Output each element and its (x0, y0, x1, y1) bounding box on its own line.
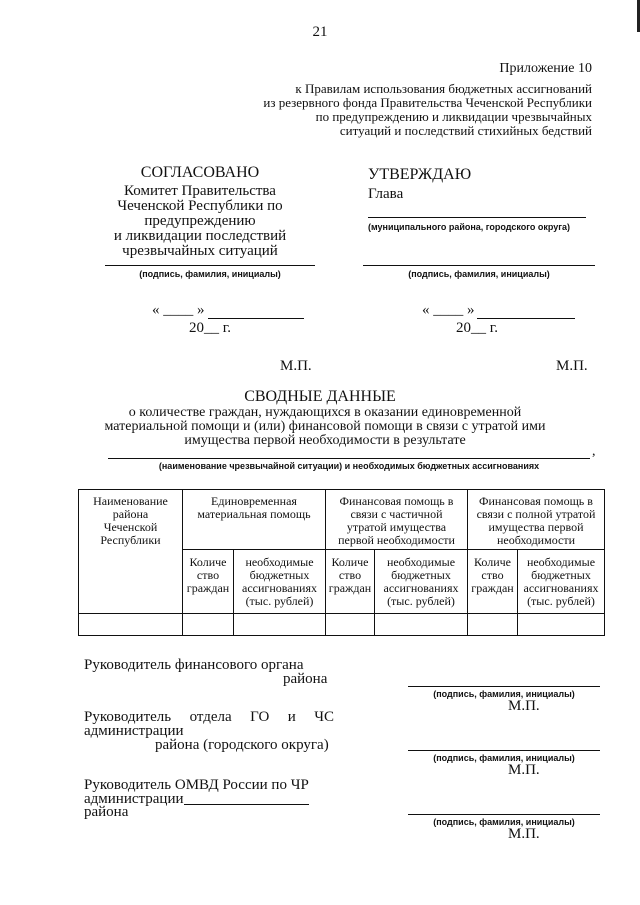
agreed-organization: Комитет Правительства Чеченской Республики по предупреждению и ликвидации последствий чрезвычайных ситуаций (113, 183, 287, 259)
table-cell[interactable] (518, 614, 605, 636)
summary-description: о количестве граждан, нуждающихся в оказании единовременной материальной помощи и (или) финансовой помощи в связи с утратой ими имущества первой необходимости в результате (104, 405, 546, 448)
approve-date-month-line[interactable] (477, 318, 575, 319)
signer-finance-line[interactable] (408, 686, 600, 687)
signer-finance-district: района (283, 671, 328, 687)
signer-finance-caption: (подпись, фамилия, инициалы) (433, 689, 575, 699)
subheader-funds-3: необходимые бюджетных ассигнованиях (тыс. рублей) (518, 550, 605, 614)
agreed-date-day: « ____ » (152, 302, 205, 318)
signer-omvd-caption: (подпись, фамилия, инициалы) (433, 817, 575, 827)
subheader-count-1: Количе ство граждан (183, 550, 234, 614)
agreed-stamp: М.П. (280, 358, 312, 374)
agreed-date-month-line[interactable] (208, 318, 304, 319)
signer-omvd-district: района (84, 804, 129, 820)
agreed-signature-caption: (подпись, фамилия, инициалы) (139, 269, 281, 279)
signer-omvd-admin: администрации (84, 791, 184, 807)
subheader-count-2: Количе ство граждан (326, 550, 375, 614)
emergency-name-comma: , (592, 444, 596, 459)
header-district: Наименование района Чеченской Республики (79, 490, 183, 614)
approve-stamp: М.П. (556, 358, 588, 374)
subheader-funds-1: необходимые бюджетных ассигнованиях (тыс. рублей) (234, 550, 326, 614)
table-cell[interactable] (79, 614, 183, 636)
signer-go-chs-stamp: М.П. (508, 762, 540, 778)
approve-role-line[interactable] (368, 217, 586, 218)
page-number: 21 (312, 24, 328, 40)
approve-signature-caption: (подпись, фамилия, инициалы) (408, 269, 550, 279)
agreed-date-year: 20__ г. (189, 320, 231, 336)
approve-title: УТВЕРЖДАЮ (368, 166, 472, 183)
header-full-loss-aid: Финансовая помощь в связи с полной утратой имущества первой необходимости (468, 490, 605, 550)
table-row (79, 614, 605, 636)
approve-role: Глава (368, 186, 404, 202)
signer-omvd-stamp: М.П. (508, 826, 540, 842)
subheader-count-3: Количе ство граждан (468, 550, 518, 614)
appendix-label: Приложение 10 (499, 61, 592, 76)
summary-title: СВОДНЫЕ ДАННЫЕ (244, 388, 396, 405)
signer-go-chs-title: Руководитель отдела ГО и ЧС (84, 709, 334, 725)
header-one-time-aid: Единовременная материальная помощь (183, 490, 326, 550)
agreed-signature-line[interactable] (105, 265, 315, 266)
table-cell[interactable] (234, 614, 326, 636)
table-cell[interactable] (326, 614, 375, 636)
subheader-funds-2: необходимые бюджетных ассигнованиях (тыс. рублей) (375, 550, 468, 614)
emergency-name-line[interactable] (108, 458, 590, 459)
table-cell[interactable] (375, 614, 468, 636)
approve-role-caption: (муниципального района, городского округа) (368, 222, 571, 232)
signer-go-chs-admin: администрации (84, 723, 184, 739)
appendix-reference: к Правилам использования бюджетных ассигнований из резервного фонда Правительства Чеченской Республики по предупреждению и ликвидации чрезвычайных ситуаций и последствий стихийных бедствий (263, 81, 592, 138)
agreed-title: СОГЛАСОВАНО (140, 164, 260, 181)
signer-finance-stamp: М.П. (508, 698, 540, 714)
emergency-name-caption: (наименование чрезвычайной ситуации) и необходимых бюджетных ассигнованиях (158, 461, 540, 471)
table-cell[interactable] (183, 614, 234, 636)
signer-go-chs-district: района (городского округа) (155, 737, 329, 753)
signer-finance-title: Руководитель финансового органа (84, 657, 304, 673)
signer-omvd-line[interactable] (408, 814, 600, 815)
header-partial-loss-aid: Финансовая помощь в связи с частичной утратой имущества первой необходимости (326, 490, 468, 550)
signer-omvd-admin-line[interactable] (184, 804, 309, 805)
signer-omvd-title: Руководитель ОМВД России по ЧР (84, 777, 309, 793)
approve-date-year: 20__ г. (456, 320, 498, 336)
approve-signature-line[interactable] (363, 265, 595, 266)
table-cell[interactable] (468, 614, 518, 636)
signer-go-chs-caption: (подпись, фамилия, инициалы) (433, 753, 575, 763)
signer-go-chs-line[interactable] (408, 750, 600, 751)
summary-table (78, 489, 605, 636)
approve-date-day: « ____ » (422, 302, 475, 318)
